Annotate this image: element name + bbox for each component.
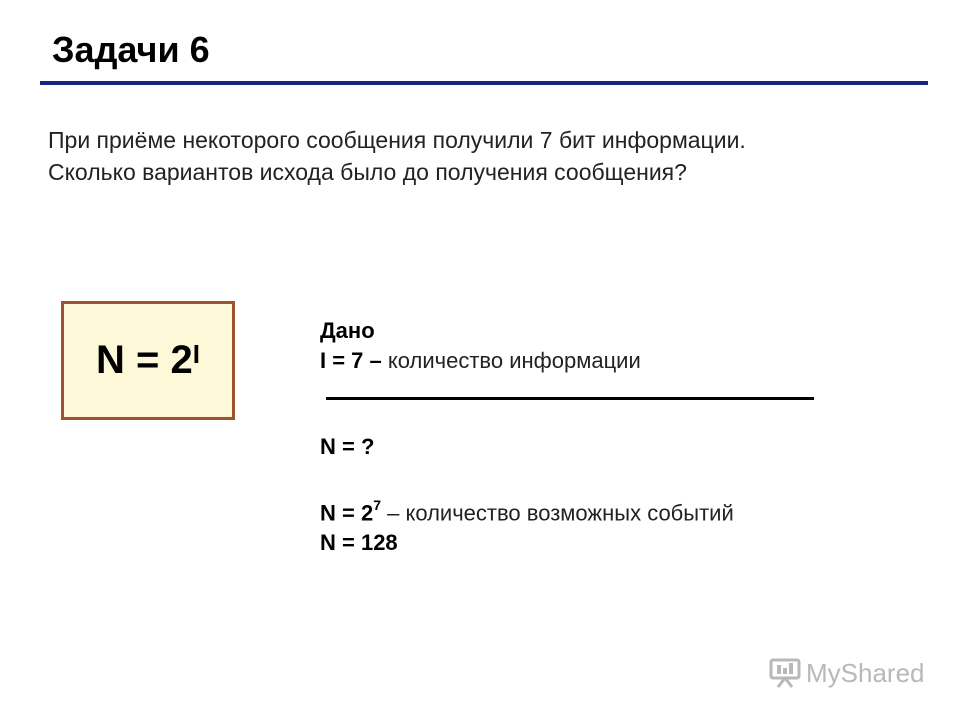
watermark-text: MyShared (806, 657, 925, 688)
question-line-1: При приёме некоторого сообщения получили 7 бит информации. (48, 127, 746, 153)
find-line: N = ? (320, 434, 375, 459)
title-underline (40, 81, 928, 85)
given-divider (326, 397, 814, 400)
formula-base: N = 2 (96, 338, 193, 382)
given-description: количество информации (381, 348, 641, 373)
solution-description: – количество возможных событий (381, 500, 734, 526)
problem-statement (48, 124, 746, 188)
presentation-icon (768, 656, 802, 690)
solution-section (320, 432, 734, 558)
given-heading: Дано (320, 318, 375, 343)
formula-exponent: I (192, 339, 200, 369)
solution-line-2: N = 128 (320, 530, 398, 556)
given-value: I = 7 – (320, 348, 382, 373)
solution-line-1 (320, 492, 734, 528)
watermark (768, 656, 925, 690)
formula-box (61, 301, 235, 420)
given-line (320, 346, 641, 376)
solution-base: N = 2 (320, 500, 374, 526)
given-section (320, 316, 641, 376)
solution-exponent: 7 (373, 497, 381, 513)
slide-title: Задачи 6 (52, 29, 210, 70)
question-line-2: Сколько вариантов исхода было до получения сообщения? (48, 159, 687, 185)
